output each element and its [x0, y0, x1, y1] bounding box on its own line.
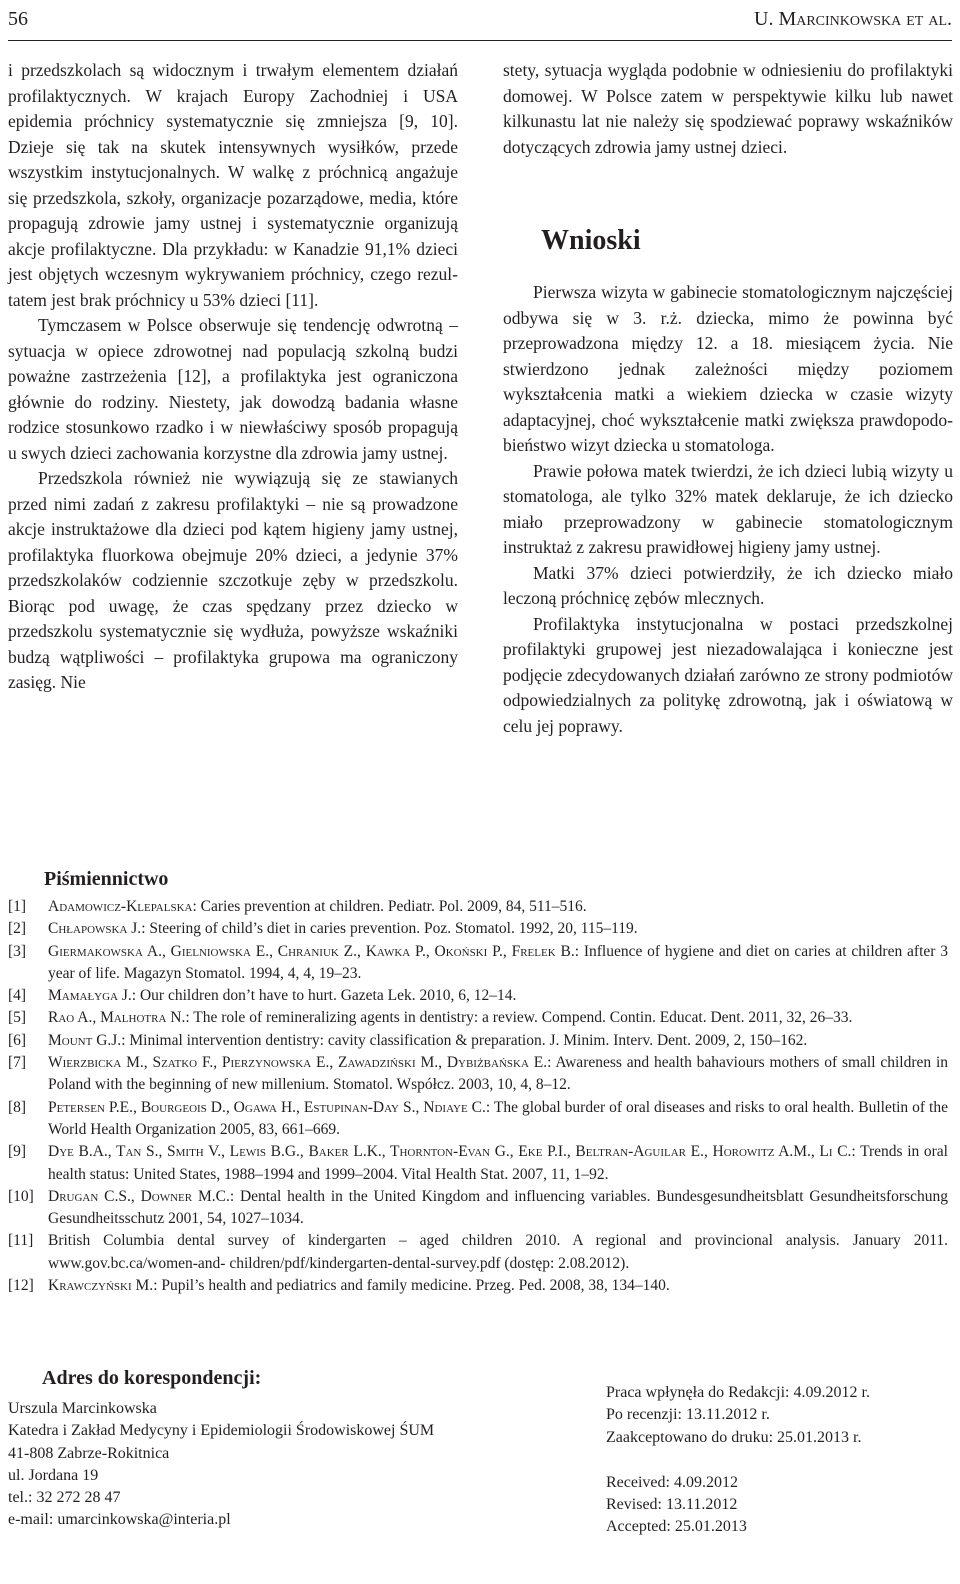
- reference-authors: Dye B.A., Tan S., Smith V., Lewis B.G., Baker L.K., Thornton-Evan G., Eke P.I., Beltran-Aguilar E., Horowitz A.M., Li C.: [48, 1143, 852, 1161]
- reference-item: [8, 1275, 948, 1297]
- paragraph: Przedszkola również nie wywiązują się ze stawianych przed nimi zadań z zakresu profilaktyki – nie są prowadzone akcje instruktażowe dla dzieci pod kątem higieny jamy ustnej, profilaktyka fluorkowa obejmuje 20% dzieci, a jedynie 37% przedszkolaków codziennie szczotkuje zęby w przedszkolu. Biorąc pod uwagę, że czas spędzany przez dziecko w przedszkolu systematycznie się wydłuża, powyższe wskaźniki budzą wątpliwości – profilaktyka grupowa ma ograniczony zasięg. Nie: [8, 468, 458, 692]
- running-header: [8, 0, 952, 41]
- reference-item: [8, 918, 948, 940]
- address-line: ul. Jordana 19: [8, 1466, 99, 1484]
- received-pl: Praca wpłynęła do Redakcji: 4.09.2012 r.: [606, 1384, 870, 1401]
- address-line: Urszula Marcinkowska: [8, 1400, 157, 1417]
- reference-text: British Columbia dental survey of kindergarten – aged children 2010. A regional and provincional analysis. January 2011. www.gov.bc.ca/women-and- children/pdf/kindergarten-dental-survey.pdf (dostęp: 2.08.2012).: [48, 1232, 948, 1272]
- reference-text: : Our children don’t have to hurt. Gazeta Lek. 2010, 6, 12–14.: [131, 987, 517, 1005]
- reference-number: [5]: [8, 1009, 27, 1027]
- reference-item: [8, 985, 948, 1007]
- reference-item: [8, 1052, 948, 1097]
- reference-text: : Steering of child’s diet in caries prevention. Poz. Stomatol. 1992, 20, 115–119.: [141, 920, 638, 938]
- reference-item: [8, 1030, 948, 1052]
- reference-item: [8, 1230, 948, 1275]
- reference-text: : Minimal intervention dentistry: cavity classification & preparation. J. Minim. Interv. Dent. 2009, 2, 150–162.: [121, 1031, 808, 1049]
- reference-number: [4]: [8, 987, 27, 1005]
- references-list: [8, 896, 948, 1297]
- reference-item: [8, 1007, 948, 1029]
- reference-authors: Mount G.J.: [48, 1031, 122, 1049]
- paragraph: Prawie połowa matek twierdzi, że ich dzieci lubią wizyty u stomatologa, ale tylko 32% matek deklaruje, że ich dziecko miało przeprowadzony w gabinecie stomatologicznym instruktaż z zakresu prawidłowej higieny jamy ustnej.: [503, 460, 953, 557]
- reference-authors: Adamowicz-Klepalska: [48, 898, 193, 915]
- reference-number: [6]: [8, 1031, 27, 1049]
- paragraph: Profilaktyka instytucjonalna w postaci przedszkolnej profilaktyki grupowej jest niezadowalająca i konieczne jest podjęcie zdecydowanych działań zarówno ze strony podmiotów odpowiedzialnych za politykę zdrowotną, jak i oświatową w celu jej poprawy.: [503, 613, 953, 736]
- accepted-pl: Zaakceptowano do druku: 25.01.2013 r.: [606, 1428, 862, 1446]
- paragraph: stety, sytuacja wygląda podobnie w odniesieniu do profilaktyki domowej. W Polsce zatem w perspektywie kilku lub nawet kilkunastu lat nie należy się spodziewać poprawy wskaźników dotyczących zdrowia jamy ustnej dzieci.: [503, 60, 953, 157]
- address-line: Katedra i Zakład Medycyny i Epidemiologii Środowiskowej ŚUM: [8, 1422, 435, 1440]
- right-column: [503, 58, 953, 739]
- reference-text: : The global burder of oral diseases and risks to oral health. Bulletin of the World Health Organization 2005, 83, 661–669.: [48, 1098, 948, 1138]
- revised-pl: Po recenzji: 13.11.2012 r.: [606, 1406, 770, 1424]
- paragraph: i przedszkolach są widocznym i trwałym elementem działań profilaktycznych. W krajach Europy Zachodniej i USA epidemia próchnicy systematycznie się zmniejsza [9, 10]. Dzieje się tak na skutek intensywnych wysiłków, przede wszystkim instytucjonalnych. W walkę z próchnicą angażuje się przedszkola, szkoły, organizacje pozarządowe, media, które propagują zdrowie jamy ustnej i systematycznie organizują akcje profilaktyczne. Dla przykładu: w Kanadzie 91,1% dzieci jest objętych wczesnym wykrywaniem próchnicy, czego rezultatem jest brak próchnicy u 53% dzieci [11].: [8, 60, 458, 310]
- reference-text: : Trends in oral health status: United States, 1988–1994 and 1999–2004. Vital Health Stat. 2007, 11, 1–92.: [48, 1143, 948, 1183]
- correspondence-address: [8, 1398, 434, 1532]
- section-heading-conclusions: Wnioski: [541, 225, 641, 256]
- reference-text: : The role of remineralizing agents in dentistry: a review. Compend. Contin. Educat. Dent. 2011, 32, 26–33.: [185, 1009, 853, 1027]
- reference-text: : Pupil’s health and pediatrics and family medicine. Przeg. Ped. 2008, 38, 134–140.: [153, 1277, 670, 1295]
- editorial-dates: [606, 1382, 870, 1539]
- reference-authors: Rao A., Malhotra N.: [48, 1009, 186, 1027]
- running-author: U. Marcinkowska et al.: [754, 8, 952, 30]
- reference-authors: Petersen P.E., Bourgeois D., Ogawa H., Estupinan-Day S., Ndiaye C.: [48, 1098, 486, 1116]
- paragraph: Tymczasem w Polsce obserwuje się tendencję odwrotną – sytuacja w opiece zdrowotnej nad populacją szkolną budzi poważne zastrzeżenia [12], a profilaktyka jest ograniczona głównie do rodziny. Niestety, jak dowodzą badania własne rodzice stosunkowo rzadko i w niewłaściwy sposób propagują u swych dzieci zachowania korzystne dla zdrowia jamy ustnej.: [8, 315, 458, 463]
- reference-number: [8]: [8, 1098, 27, 1116]
- accepted-en: Accepted: 25.01.2013: [606, 1518, 747, 1536]
- address-line: tel.: 32 272 28 47: [8, 1489, 121, 1507]
- reference-authors: Drugan C.S., Downer M.C.: [48, 1187, 230, 1205]
- reference-item: [8, 896, 948, 918]
- reference-number: [10]: [8, 1187, 34, 1205]
- received-en: Received: 4.09.2012: [606, 1473, 738, 1491]
- revised-en: Revised: 13.11.2012: [606, 1496, 738, 1514]
- reference-number: [3]: [8, 942, 27, 960]
- reference-item: [8, 1097, 948, 1142]
- reference-number: [12]: [8, 1277, 34, 1295]
- reference-item: [8, 1186, 948, 1231]
- reference-text: : Influence of hygiene and diet on caries at children after 3 year of life. Magazyn Stomatol. 1994, 4, 4, 19–23.: [48, 942, 948, 982]
- reference-number: [2]: [8, 920, 27, 938]
- reference-item: [8, 941, 948, 986]
- reference-number: [7]: [8, 1054, 27, 1072]
- reference-number: [9]: [8, 1143, 27, 1161]
- reference-item: [8, 1141, 948, 1186]
- reference-authors: Mamałyga J.: [48, 987, 132, 1005]
- paragraph: Pierwsza wizyta w gabinecie stomatologicznym najczęściej odbywa się w 3. r.ż. dziecka, mimo że powinna być przeprowadzona między 12. a 18. miesiącem życia. Nie stwierdzono jednak zależności między poziomem wykształcenia matki a wiekiem dziecka w czasie wizyty adaptacyjnej, choć wykształcenie matki zwiększa prawdopodobieństwo wizyt dziecka u stomatologa.: [503, 282, 953, 455]
- paragraph: Matki 37% dzieci potwierdziły, że ich dziecko miało leczoną próchnicę zębów mlecznych.: [503, 562, 953, 608]
- reference-number: [11]: [8, 1232, 34, 1250]
- reference-authors: Wierzbicka M., Szatko F., Pierzynowska E., Zawadziński M., Dybiżbańska E.: [48, 1054, 548, 1072]
- reference-authors: Krawczyński M.: [48, 1277, 154, 1295]
- reference-text: : Caries prevention at children. Pediatr. Pol. 2009, 84, 511–516.: [192, 898, 587, 915]
- reference-authors: Giermakowska A., Gielniowska E., Chraniuk Z., Kawka P., Okoński P., Frelek B.: [48, 942, 575, 960]
- reference-authors: Chłapowska J.: [48, 920, 142, 938]
- reference-number: [1]: [8, 898, 27, 915]
- correspondence-title: Adres do korespondencji:: [42, 1367, 262, 1389]
- left-column: [8, 58, 458, 696]
- reference-text: : Dental health in the United Kingdom and influencing variables. Bundesgesundheitsblatt Gesundheitsforschung Gesundheitsschutz 2001, 54, 1027–1034.: [48, 1187, 949, 1228]
- address-line: 41-808 Zabrze-Rokitnica: [8, 1444, 170, 1462]
- page-number: 56: [8, 8, 28, 30]
- email-line: e-mail: umarcinkowska@interia.pl: [8, 1511, 231, 1529]
- reference-text: : Awareness and health bahaviours mothers of small children in Poland with the beginning of new millenium. Stomatol. Współcz. 2003, 10, 4, 8–12.: [48, 1054, 948, 1094]
- references-title: Piśmiennictwo: [44, 868, 169, 890]
